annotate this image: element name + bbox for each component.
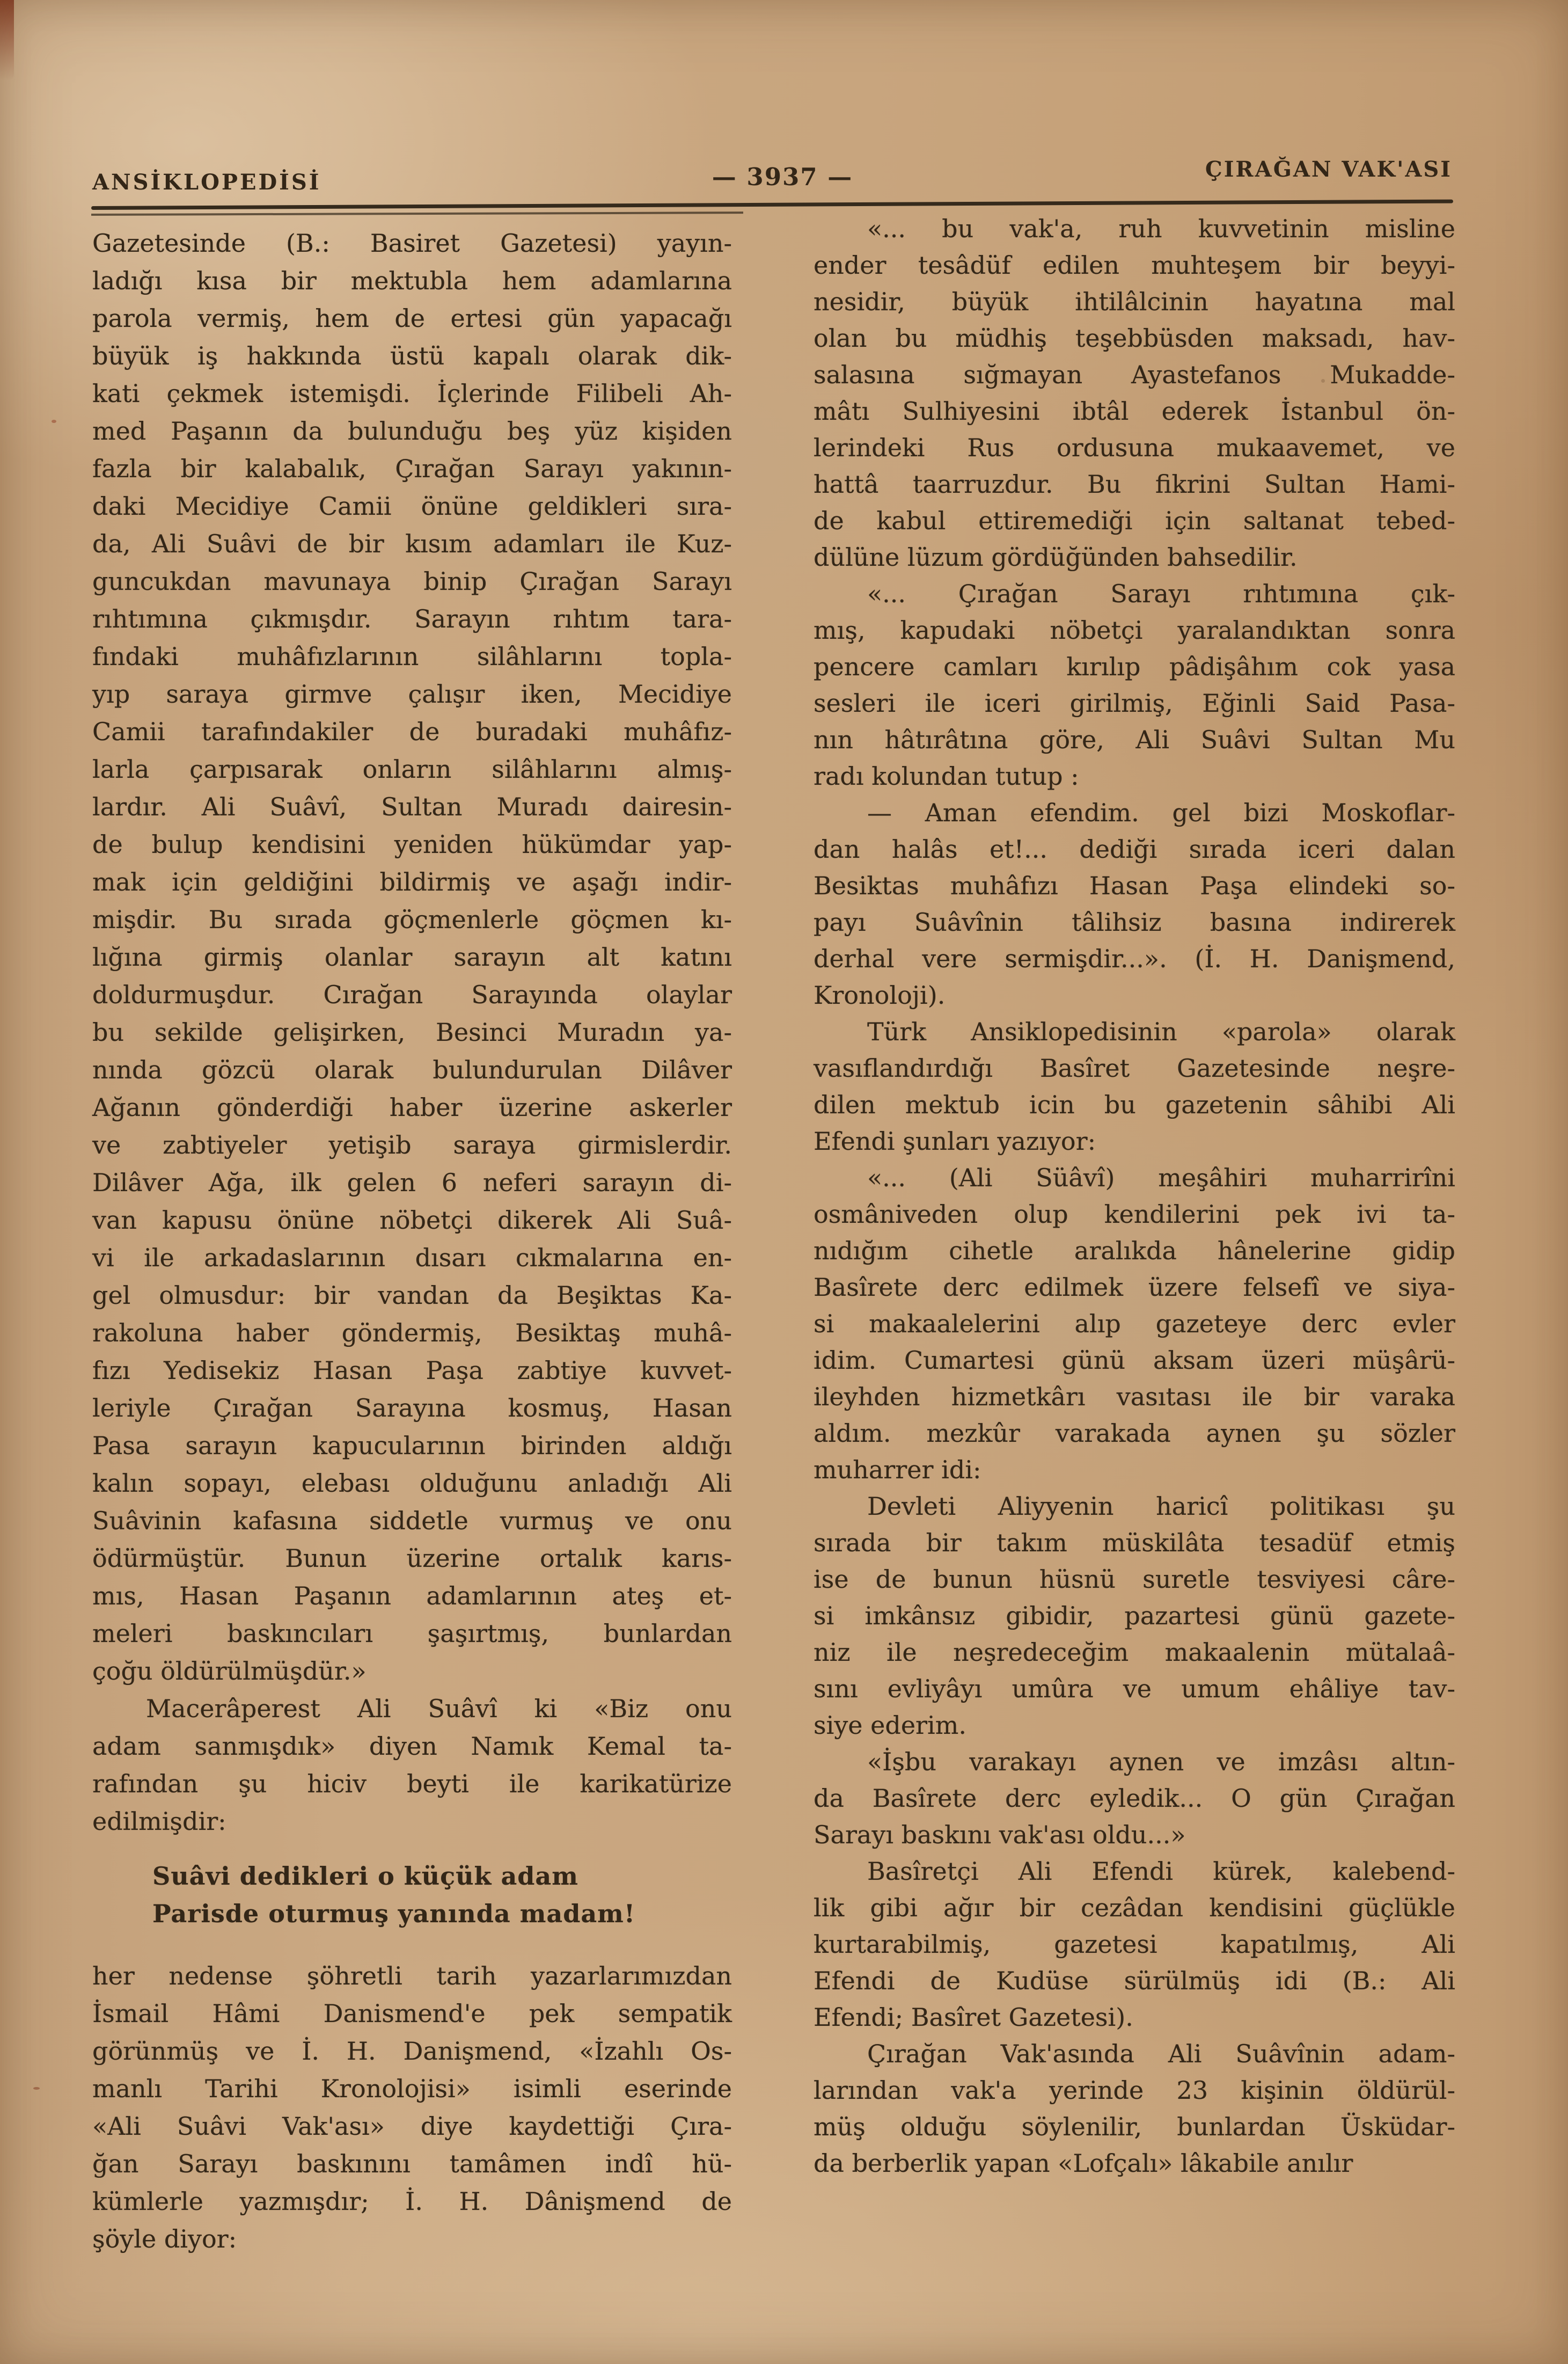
text-line: ise de bunun hüsnü suretle tesviyesi câre- <box>814 1565 1455 1594</box>
text-line: ladığı kısa bir mektubla hem adamlarına <box>92 266 732 295</box>
text-line: ve zabtiyeler yetişib saraya girmislerdir. <box>92 1130 732 1159</box>
running-head-title: ANSİKLOPEDİSİ <box>92 170 321 195</box>
text-line: da, Ali Suâvi de bir kısım adamları ile Kuz- <box>92 529 732 558</box>
verse-line: Parisde oturmuş yanında madam! <box>152 1899 636 1928</box>
text-line: leriyle Çırağan Sarayına kosmuş, Hasan <box>92 1393 732 1422</box>
text-line: larından vak'a yerinde 23 kişinin öldürül- <box>814 2076 1455 2105</box>
text-line: ender tesâdüf edilen muhteşem bir beyyi- <box>814 251 1455 280</box>
text-line: Macerâperest Ali Suâvî ki «Biz onu <box>146 1694 732 1723</box>
text-line: Besiktas muhâfızı Hasan Paşa elindeki so- <box>814 871 1455 900</box>
text-line: mişdir. Bu sırada göçmenlerle göçmen kı- <box>92 905 732 934</box>
text-line: hattâ taarruzdur. Bu fikrini Sultan Hami- <box>814 470 1455 499</box>
text-line: si makaalelerini alıp gazeteye derc evler <box>814 1309 1455 1338</box>
text-line: ileyhden hizmetkârı vasıtası ile bir varaka <box>814 1382 1455 1411</box>
text-line: mıs, Hasan Paşanın adamlarının ateş et- <box>92 1581 732 1610</box>
text-line: mâtı Sulhiyesini ibtâl ederek İstanbul ön- <box>814 397 1455 426</box>
verse-line: Suâvi dedikleri o küçük adam <box>152 1862 578 1891</box>
text-line: «... Çırağan Sarayı rıhtımına çık- <box>867 579 1455 608</box>
text-line: radı kolundan tutup : <box>814 762 1079 791</box>
text-line: Dilâver Ağa, ilk gelen 6 neferi sarayın di- <box>92 1168 732 1197</box>
text-line: müş olduğu söylenilir, bunlardan Üsküdar- <box>814 2112 1455 2141</box>
text-line: sırada bir takım müskilâta tesadüf etmiş <box>814 1528 1455 1557</box>
header-rule-double <box>91 211 743 216</box>
text-line: dilen mektub icin bu gazetenin sâhibi Ali <box>814 1090 1455 1119</box>
text-line: fındaki muhâfızlarının silâhlarını topla- <box>92 642 732 671</box>
text-line: yıp saraya girmve çalışır iken, Mecidiye <box>92 680 732 709</box>
text-line: med Paşanın da bulunduğu beş yüz kişiden <box>92 417 732 446</box>
text-line: Ağanın gönderdiği haber üzerine askerler <box>92 1093 732 1122</box>
text-line: mış, kapudaki nöbetçi yaralandıktan sonra <box>814 616 1455 645</box>
text-line: dülüne lüzum gördüğünden bahsedilir. <box>814 543 1298 572</box>
text-line: idim. Cumartesi günü aksam üzeri müşârü- <box>814 1346 1455 1375</box>
text-line: Çırağan Vak'asında Ali Suâvînin adam- <box>867 2039 1455 2068</box>
text-line: vasıflandırdığı Basîret Gazetesinde neşre- <box>814 1054 1455 1083</box>
text-line: ğan Sarayı baskınını tamâmen indî hü- <box>92 2149 732 2178</box>
text-line: siye ederim. <box>814 1711 966 1740</box>
text-line: lerindeki Rus ordusuna mukaavemet, ve <box>814 433 1455 462</box>
text-line: Basîretçi Ali Efendi kürek, kalebend- <box>867 1857 1455 1886</box>
text-line: sını evliyâyı umûra ve umum ehâliye tav- <box>814 1674 1455 1703</box>
text-line: «... (Ali Süâvî) meşâhiri muharrirîni <box>867 1163 1455 1192</box>
text-line: Sarayı baskını vak'ası oldu...» <box>814 1820 1186 1849</box>
text-line: Efendi de Kudüse sürülmüş idi (B.: Ali <box>814 1966 1455 1995</box>
paper-speck <box>33 2087 40 2090</box>
text-line: kalın sopayı, elebası olduğunu anladığı Ali <box>92 1469 732 1498</box>
running-head-article: ÇIRAĞAN VAK'ASI <box>1205 157 1452 182</box>
text-line: Pasa sarayın kapucularının birinden aldığı <box>92 1431 732 1460</box>
text-line: «... bu vak'a, ruh kuvvetinin misline <box>867 214 1455 243</box>
text-line: olan bu müdhiş teşebbüsden maksadı, hav- <box>814 324 1455 353</box>
text-line: larla çarpısarak onların silâhlarını almış- <box>92 755 732 784</box>
text-line: parola vermiş, hem de ertesi gün yapacağı <box>92 304 732 333</box>
text-line: şöyle diyor: <box>92 2224 237 2253</box>
text-line: salasına sığmayan Ayastefanos Mukadde- <box>814 360 1455 389</box>
text-line: ödürmüştür. Bunun üzerine ortalık karıs- <box>92 1544 732 1573</box>
page-number: — 3937 — <box>712 163 853 191</box>
text-line: guncukdan mavunaya binip Çırağan Sarayı <box>92 567 732 596</box>
text-line: da Basîrete derc eyledik... O gün Çırağan <box>814 1784 1455 1813</box>
text-line: Kronoloji). <box>814 981 946 1010</box>
text-line: derhal vere sermişdir...». (İ. H. Danişmend, <box>814 944 1455 973</box>
text-line: edilmişdir: <box>92 1807 226 1836</box>
header-rule <box>91 200 1453 210</box>
text-line: görünmüş ve İ. H. Danişmend, «İzahlı Os- <box>92 2037 732 2066</box>
text-line: kümlerle yazmışdır; İ. H. Dânişmend de <box>92 2187 732 2216</box>
text-line: İsmail Hâmi Danismend'e pek sempatik <box>92 1999 732 2028</box>
paper-speck <box>52 420 56 423</box>
text-line: adam sanmışdık» diyen Namık Kemal ta- <box>92 1732 732 1761</box>
text-line: Suâvinin kafasına siddetle vurmuş ve onu <box>92 1506 732 1535</box>
text-line: — Aman efendim. gel bizi Moskoflar- <box>867 798 1455 827</box>
text-line: Gazetesinde (B.: Basiret Gazetesi) yayın- <box>92 229 732 258</box>
text-line: de bulup kendisini yeniden hükümdar yap- <box>92 830 732 859</box>
text-line: rıhtımına çıkmışdır. Sarayın rıhtım tara- <box>92 604 732 633</box>
text-line: kurtarabilmiş, gazetesi kapatılmış, Ali <box>814 1930 1455 1959</box>
text-line: da berberlik yapan «Lofçalı» lâkabile anılır <box>814 2149 1353 2178</box>
text-line: aldım. mezkûr varakada aynen şu sözler <box>814 1419 1455 1448</box>
text-line: doldurmuşdur. Cırağan Sarayında olaylar <box>92 980 732 1009</box>
text-line: vi ile arkadaslarının dısarı cıkmalarına en- <box>92 1243 732 1272</box>
text-column-left <box>92 224 732 2258</box>
text-line: rafından şu hiciv beyti ile karikatürize <box>92 1769 732 1798</box>
text-line: daki Mecidiye Camii önüne geldikleri sıra- <box>92 492 732 521</box>
text-line: dan halâs et!... dediği sırada iceri dalan <box>814 835 1455 864</box>
text-line: bu sekilde gelişirken, Besinci Muradın ya- <box>92 1018 732 1047</box>
text-line: Efendi; Basîret Gazetesi). <box>814 2003 1133 2032</box>
text-line: niz ile neşredeceğim makaalenin mütalaâ- <box>814 1638 1455 1667</box>
text-line: meleri baskıncıları şaşırtmış, bunlardan <box>92 1619 732 1648</box>
text-line: nın hâtırâtına göre, Ali Suâvi Sultan Mu <box>814 725 1455 754</box>
text-line: nında gözcü olarak bulundurulan Dilâver <box>92 1055 732 1084</box>
text-line: rakoluna haber göndermiş, Besiktaş muhâ- <box>92 1318 732 1347</box>
text-line: nıdığım cihetle aralıkda hânelerine gidip <box>814 1236 1455 1265</box>
text-line: payı Suâvînin tâlihsiz basına indirerek <box>814 908 1455 937</box>
text-line: sesleri ile iceri girilmiş, Eğinli Said Pasa- <box>814 689 1455 718</box>
text-line: manlı Tarihi Kronolojisi» isimli eserinde <box>92 2074 732 2103</box>
text-line: osmâniveden olup kendilerini pek ivi ta- <box>814 1200 1455 1229</box>
text-line: Devleti Aliyyenin haricî politikası şu <box>867 1492 1455 1521</box>
paper-corner-stain <box>0 0 14 81</box>
text-line: gel olmusdur: bir vandan da Beşiktas Ka- <box>92 1281 732 1310</box>
text-line: Camii tarafındakiler de buradaki muhâfız- <box>92 717 732 746</box>
text-line: fızı Yedisekiz Hasan Paşa zabtiye kuvvet- <box>92 1356 732 1385</box>
text-line: nesidir, büyük ihtilâlcinin hayatına mal <box>814 287 1455 316</box>
text-line: Basîrete derc edilmek üzere felsefî ve siya- <box>814 1273 1455 1302</box>
text-line: van kapusu önüne nöbetçi dikerek Ali Suâ- <box>92 1206 732 1235</box>
text-line: si imkânsız gibidir, pazartesi günü gazete- <box>814 1601 1455 1630</box>
text-line: lığına girmiş olanlar sarayın alt katını <box>92 943 732 972</box>
text-line: muharrer idi: <box>814 1455 981 1484</box>
text-line: de kabul ettiremediği için saltanat tebed- <box>814 506 1455 535</box>
text-line: lardır. Ali Suâvî, Sultan Muradı dairesin- <box>92 792 732 821</box>
text-line: Efendi şunları yazıyor: <box>814 1127 1096 1156</box>
text-column-right <box>814 210 1455 2181</box>
text-line: pencere camları kırılıp pâdişâhım cok yasa <box>814 652 1455 681</box>
text-line: «Ali Suâvi Vak'ası» diye kaydettiği Çıra- <box>92 2112 732 2141</box>
text-line: Türk Ansiklopedisinin «parola» olarak <box>867 1017 1455 1046</box>
text-line: büyük iş hakkında üstü kapalı olarak dik- <box>92 341 732 370</box>
text-line: çoğu öldürülmüşdür.» <box>92 1657 367 1686</box>
text-line: mak için geldiğini bildirmiş ve aşağı indir- <box>92 867 732 896</box>
text-line: «İşbu varakayı aynen ve imzâsı altın- <box>867 1747 1455 1776</box>
text-line: lik gibi ağır bir cezâdan kendisini güçlükle <box>814 1893 1455 1922</box>
text-line: fazla bir kalabalık, Çırağan Sarayı yakının- <box>92 454 732 483</box>
text-line: her nedense şöhretli tarih yazarlarımızdan <box>92 1961 732 1990</box>
text-line: kati çekmek istemişdi. İçlerinde Filibeli Ah- <box>92 379 732 408</box>
